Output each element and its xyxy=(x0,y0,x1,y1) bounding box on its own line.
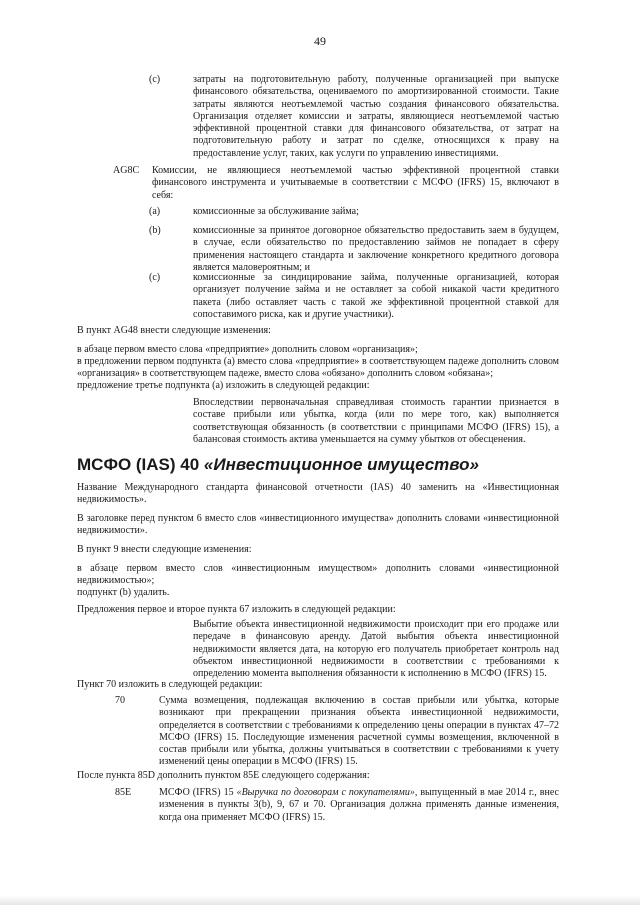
ias40-p6: Предложения первое и второе пункта 67 изложить в следующей редакции: xyxy=(77,604,396,615)
item-85e-label: 85E xyxy=(115,787,132,798)
section-heading-ias40 xyxy=(77,455,479,475)
ag8c-item-a-label: (a) xyxy=(149,206,161,217)
heading-italic: «Инвестиционное имущество» xyxy=(203,455,479,474)
ias40-p4: в абзаце первом вместо слов «инвестиционным имуществом» дополнить словами «инвестиционной недвижимостью»; xyxy=(77,563,559,587)
item-85e-italic: «Выручка по договорам с покупателями» xyxy=(236,787,415,798)
item-85e-text xyxy=(159,787,559,824)
heading-main: МСФО (IAS) 40 xyxy=(77,455,200,474)
ag8c-label: AG8C xyxy=(113,165,140,176)
ag48-line3: предложение третье подпункта (a) изложить в следующей редакции: xyxy=(77,380,370,391)
page-number: 49 xyxy=(314,34,326,48)
item-70-text: Сумма возмещения, подлежащая включению в состав прибыли или убытка, которые возникают при прекращении признания объекта инвестиционной недвижимости, определяется в соответствии с требованиями к определению цены операции в пунктах 47–72 МСФО (IFRS) 15. Последующие изменения расчетной суммы возмещения, включенной в состав прибыли или убытка, должны учитываться в соответствии с требованиями к учету изменений цены операции в МСФО (IFRS) 15. xyxy=(159,695,559,768)
ag48-quote: Впоследствии первоначальная справедливая стоимость гарантии признается в составе прибыли или убытка, когда (или по мере того, как) выполняется соответствующая обязанность (в соответствии с принципами МСФО (IFRS) 15), а балансовая стоимость актива уменьшается на сумму убытков от обесценения. xyxy=(193,397,559,445)
ag48-intro: В пункт AG48 внести следующие изменения: xyxy=(77,325,271,336)
ias40-p2: В заголовке перед пунктом 6 вместо слов «инвестиционного имущества» дополнить словами «инвестиционной недвижимости». xyxy=(77,513,559,537)
item-85e-post: , выпущенный в мае 2014 г., внес изменения в пункты 3(b), 9, 67 и 70. Организация должна применять данные изменения, когда она применяет МСФО (IFRS) 15. xyxy=(159,787,559,823)
ag8c-item-b-label: (b) xyxy=(149,225,161,236)
ias40-p7: Пункт 70 изложить в следующей редакции: xyxy=(77,679,263,690)
item-70-label: 70 xyxy=(115,695,125,706)
ag48-line1: в абзаце первом вместо слова «предприятие» дополнить словом «организация»; xyxy=(77,344,418,355)
item-c-label: (c) xyxy=(149,74,161,85)
item-85e-pre: МСФО (IFRS) 15 xyxy=(159,787,237,798)
ias40-p1: Название Международного стандарта финансовой отчетности (IAS) 40 заменить на «Инвестиционная недвижимость». xyxy=(77,482,559,506)
item-c-text: затраты на подготовительную работу, полученные организацией при выпуске финансового обязательства, оцениваемого по амортизированной стоимости. Такие затраты являются неотъемлемой частью создания финансового обязательства. Организация отделяет комиссии и затраты, являющиеся неотъемлемой частью эффективной процентной ставки для финансового обязательства, от затрат на подготовительную работу и затрат по сделке, относящихся к праву на предоставление услуг, таких, как услуги по управлению инвестициями. xyxy=(193,74,559,159)
ias40-quote67: Выбытие объекта инвестиционной недвижимости происходит при его продаже или передаче в финансовую аренду. Датой выбытия объекта инвестиционной недвижимости является дата, на которую его получатель приобретает контроль над объектом инвестиционной недвижимости в соответствии с требованиями к определению момента выполнения обязанности к исполнению в МСФО (IFRS) 15. xyxy=(193,619,559,680)
ag8c-text: Комиссии, не являющиеся неотъемлемой частью эффективной процентной ставки финансового инструмента и учитываемые в соответствии с МСФО (IFRS) 15, включают в себя: xyxy=(152,165,559,201)
ias40-p8: После пункта 85D дополнить пунктом 85E следующего содержания: xyxy=(77,770,370,781)
ias40-p5: подпункт (b) удалить. xyxy=(77,587,170,598)
ag8c-item-a-text: комиссионные за обслуживание займа; xyxy=(193,206,359,217)
scan-bottom-edge xyxy=(0,895,640,905)
ag8c-item-c-label: (c) xyxy=(149,272,161,283)
ag8c-item-c-text: комиссионные за синдицирование займа, полученные организацией, которая организует получение займа и не оставляет за собой никакой части кредитного пакета (либо оставляет часть с такой же эффективной процентной ставкой для сопоставимого риска, как и другие участники). xyxy=(193,272,559,320)
ag8c-item-b-text: комиссионные за принятое договорное обязательство предоставить заем в будущем, в случае, если обязательство по предоставлению займов не попадает в сферу применения настоящего стандарта и заключение конкретного кредитного договора является маловероятным; и xyxy=(193,225,559,273)
ias40-p3: В пункт 9 внести следующие изменения: xyxy=(77,544,252,555)
ag48-line2: в предложении первом подпункта (a) вместо слова «предприятие» в соответствующем падеже дополнить словом «организация» в соответствующем падеже, вместо слова «обязано» дополнить словом «обязана»; xyxy=(77,356,559,380)
